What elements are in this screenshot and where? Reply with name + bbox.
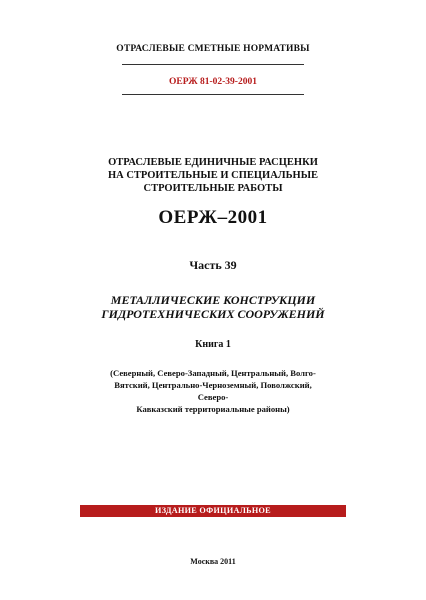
top-rule — [122, 64, 304, 65]
section-title-line: ГИДРОТЕХНИЧЕСКИХ СООРУЖЕНИЙ — [101, 307, 325, 321]
book-number: Книга 1 — [195, 339, 231, 350]
document-code: ОЕРЖ 81-02-39-2001 — [169, 77, 257, 87]
subtitle-block — [0, 156, 426, 195]
subtitle-line: НА СТРОИТЕЛЬНЫЕ И СПЕЦИАЛЬНЫЕ — [107, 170, 319, 181]
publication-place-year: Москва 2011 — [190, 557, 236, 566]
subtitle-line: ОТРАСЛЕВЫЕ ЕДИНИЧНЫЕ РАСЦЕНКИ — [108, 157, 318, 168]
code-rule — [122, 94, 304, 95]
regions-line: (Северный, Северо-Западный, Центральный, Волго- — [110, 368, 316, 378]
subtitle-line: СТРОИТЕЛЬНЫЕ РАБОТЫ — [143, 183, 283, 194]
series-header: ОТРАСЛЕВЫЕ СМЕТНЫЕ НОРМАТИВЫ — [116, 44, 310, 54]
section-title-line: МЕТАЛЛИЧЕСКИЕ КОНСТРУКЦИИ — [110, 293, 316, 307]
section-title — [0, 293, 426, 321]
regions-text — [100, 367, 326, 415]
official-edition-banner: ИЗДАНИЕ ОФИЦИАЛЬНОЕ — [80, 505, 346, 517]
main-title: ОЕРЖ–2001 — [158, 207, 268, 228]
part-number: Часть 39 — [189, 258, 237, 272]
regions-line: Вятский, Центрально-Черноземный, Поволжский, Северо- — [114, 380, 312, 402]
regions-line: Кавказский территориальные районы) — [136, 404, 290, 414]
